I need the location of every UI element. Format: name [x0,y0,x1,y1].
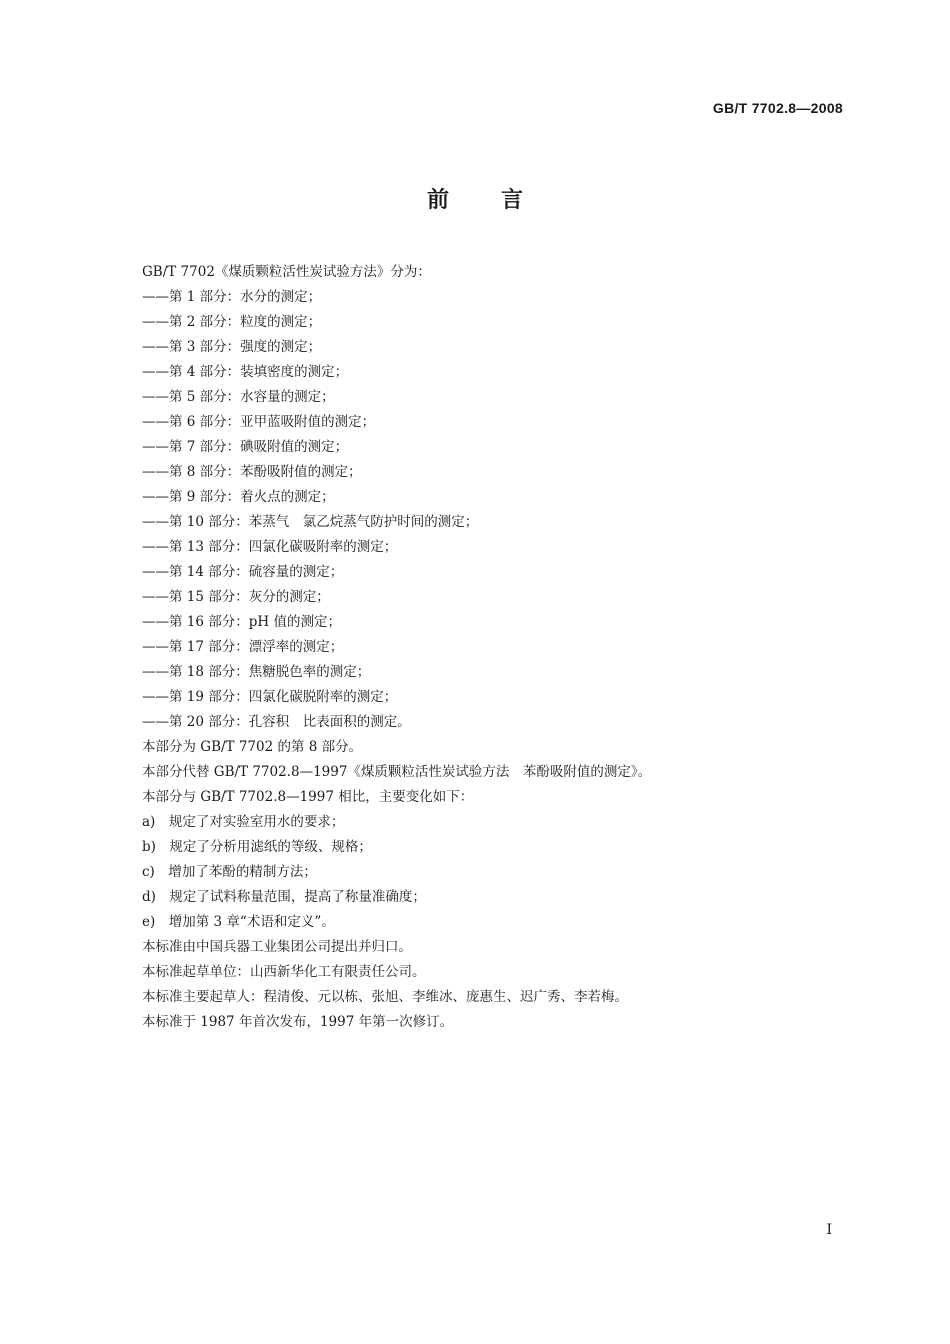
statement-line: 本部分与 GB/T 7702.8—1997 相比，主要变化如下： [142,789,474,805]
statement-line: 本标准于 1987 年首次发布，1997 年第一次修订。 [142,1014,454,1030]
statement-line: 本标准主要起草人：程清俊、元以栋、张旭、李维冰、庞惠生、迟广秀、李若梅。 [142,989,628,1005]
statement-line: 本标准起草单位：山西新华化工有限责任公司。 [142,964,426,980]
page-title: 前言 [426,188,575,213]
list-item: ——第 6 部分：亚甲蓝吸附值的测定； [142,414,376,430]
list-item: ——第 8 部分：苯酚吸附值的测定； [142,464,362,480]
list-item: ——第 3 部分：强度的测定； [142,339,322,355]
list-item: ——第 10 部分：苯蒸气 氯乙烷蒸气防护时间的测定； [142,514,479,530]
list-item: c) 增加了苯酚的精制方法； [142,864,317,880]
list-item: ——第 20 部分：孔容积 比表面积的测定。 [142,714,411,730]
standard-number: GB/T 7702.8—2008 [712,100,843,116]
list-item: ——第 17 部分：漂浮率的测定； [142,639,344,655]
parts-list [142,285,862,735]
document-body [142,260,862,1035]
list-item: ——第 19 部分：四氯化碳脱附率的测定； [142,689,398,705]
list-item: ——第 16 部分：pH 值的测定； [142,614,341,630]
list-item: a) 规定了对实验室用水的要求； [142,814,345,830]
list-item: ——第 4 部分：装填密度的测定； [142,364,349,380]
page-number: I [826,1222,832,1238]
list-item: ——第 15 部分：灰分的测定； [142,589,330,605]
list-item: ——第 13 部分：四氯化碳吸附率的测定； [142,539,398,555]
statement-line: 本部分为 GB/T 7702 的第 8 部分。 [142,739,363,755]
statements [142,735,862,810]
list-item: d) 规定了试料称量范围，提高了称量准确度； [142,889,426,905]
list-item: b) 规定了分析用滤纸的等级、规格； [142,839,372,855]
list-item: ——第 5 部分：水容量的测定； [142,389,335,405]
list-item: ——第 7 部分：碘吸附值的测定； [142,439,349,455]
list-item: ——第 18 部分：焦糖脱色率的测定； [142,664,371,680]
list-item: e) 增加第 3 章“术语和定义”。 [142,914,335,930]
list-item: ——第 9 部分：着火点的测定； [142,489,335,505]
changes-list [142,810,862,935]
list-item: ——第 1 部分：水分的测定； [142,289,322,305]
intro-line: GB/T 7702《煤质颗粒活性炭试验方法》分为： [142,264,431,280]
list-item: ——第 14 部分：硫容量的测定； [142,564,344,580]
statement-line: 本部分代替 GB/T 7702.8—1997《煤质颗粒活性炭试验方法 苯酚吸附值的测定》。 [142,764,652,780]
statement-line: 本标准由中国兵器工业集团公司提出并归口。 [142,939,412,955]
list-item: ——第 2 部分：粒度的测定； [142,314,322,330]
closing-statements [142,935,862,1035]
